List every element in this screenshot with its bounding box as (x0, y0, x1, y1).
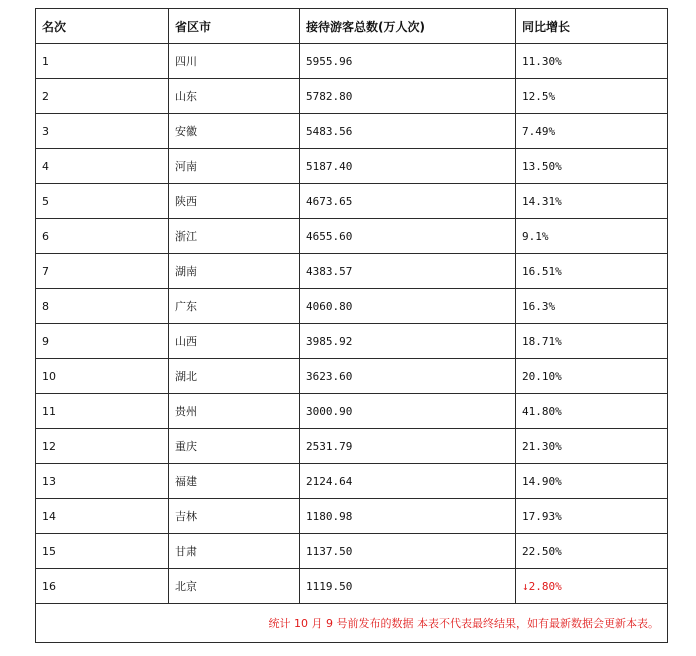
visitors-cell: 5483.56 (300, 114, 516, 149)
province-cell: 浙江 (169, 219, 300, 254)
growth-cell: 18.71% (516, 324, 668, 359)
growth-cell: 41.80% (516, 394, 668, 429)
visitors-cell: 5187.40 (300, 149, 516, 184)
table-row (36, 114, 668, 149)
visitors-cell: 1180.98 (300, 499, 516, 534)
province-cell: 北京 (169, 569, 300, 604)
rank-cell: 10 (36, 359, 169, 394)
rank-cell: 4 (36, 149, 169, 184)
province-cell: 安徽 (169, 114, 300, 149)
table-row (36, 569, 668, 604)
visitors-cell: 2124.64 (300, 464, 516, 499)
header-row (36, 9, 668, 44)
rank-cell: 16 (36, 569, 169, 604)
rank-cell: 14 (36, 499, 169, 534)
visitors-cell: 2531.79 (300, 429, 516, 464)
table-row (36, 359, 668, 394)
table-row (36, 324, 668, 359)
growth-cell: 11.30% (516, 44, 668, 79)
growth-cell: 7.49% (516, 114, 668, 149)
table-row (36, 534, 668, 569)
visitors-cell: 4383.57 (300, 254, 516, 289)
rank-cell: 1 (36, 44, 169, 79)
table-row (36, 394, 668, 429)
rank-cell: 11 (36, 394, 169, 429)
header-visitors: 接待游客总数(万人次) (300, 9, 516, 44)
province-cell: 山西 (169, 324, 300, 359)
growth-cell: 17.93% (516, 499, 668, 534)
growth-cell: 9.1% (516, 219, 668, 254)
table-row (36, 464, 668, 499)
table-row (36, 149, 668, 184)
province-cell: 湖南 (169, 254, 300, 289)
visitors-cell: 1119.50 (300, 569, 516, 604)
table-row (36, 219, 668, 254)
province-cell: 吉林 (169, 499, 300, 534)
rank-cell: 8 (36, 289, 169, 324)
rank-cell: 5 (36, 184, 169, 219)
table-row (36, 289, 668, 324)
table-row (36, 184, 668, 219)
growth-cell: 21.30% (516, 429, 668, 464)
rank-cell: 6 (36, 219, 169, 254)
header-growth: 同比增长 (516, 9, 668, 44)
visitors-cell: 4655.60 (300, 219, 516, 254)
growth-cell: 22.50% (516, 534, 668, 569)
growth-cell: 13.50% (516, 149, 668, 184)
province-cell: 福建 (169, 464, 300, 499)
table-row (36, 429, 668, 464)
rank-cell: 13 (36, 464, 169, 499)
rank-cell: 9 (36, 324, 169, 359)
rank-cell: 3 (36, 114, 169, 149)
table-row (36, 254, 668, 289)
visitors-cell: 4673.65 (300, 184, 516, 219)
visitors-cell: 1137.50 (300, 534, 516, 569)
footnote: 统计 10 月 9 号前发布的数据 本表不代表最终结果，如有最新数据会更新本表。 (36, 604, 668, 643)
province-cell: 湖北 (169, 359, 300, 394)
province-cell: 河南 (169, 149, 300, 184)
rank-cell: 7 (36, 254, 169, 289)
table-row (36, 44, 668, 79)
growth-cell: 20.10% (516, 359, 668, 394)
table-row (36, 79, 668, 114)
rank-cell: 2 (36, 79, 169, 114)
province-cell: 陕西 (169, 184, 300, 219)
rank-cell: 15 (36, 534, 169, 569)
visitors-cell: 5955.96 (300, 44, 516, 79)
province-cell: 山东 (169, 79, 300, 114)
growth-cell: 16.3% (516, 289, 668, 324)
growth-cell: 14.90% (516, 464, 668, 499)
header-province: 省区市 (169, 9, 300, 44)
rank-cell: 12 (36, 429, 169, 464)
growth-cell: 14.31% (516, 184, 668, 219)
growth-cell: 16.51% (516, 254, 668, 289)
visitors-cell: 3000.90 (300, 394, 516, 429)
visitors-cell: 3623.60 (300, 359, 516, 394)
province-cell: 重庆 (169, 429, 300, 464)
visitors-cell: 4060.80 (300, 289, 516, 324)
growth-cell: 12.5% (516, 79, 668, 114)
table-row (36, 499, 668, 534)
growth-cell: ↓2.80% (516, 569, 668, 604)
visitors-cell: 5782.80 (300, 79, 516, 114)
visitors-cell: 3985.92 (300, 324, 516, 359)
province-cell: 甘肃 (169, 534, 300, 569)
header-rank: 名次 (36, 9, 169, 44)
province-cell: 四川 (169, 44, 300, 79)
province-cell: 贵州 (169, 394, 300, 429)
footnote-row (36, 604, 668, 643)
province-cell: 广东 (169, 289, 300, 324)
ranking-table (35, 8, 668, 643)
